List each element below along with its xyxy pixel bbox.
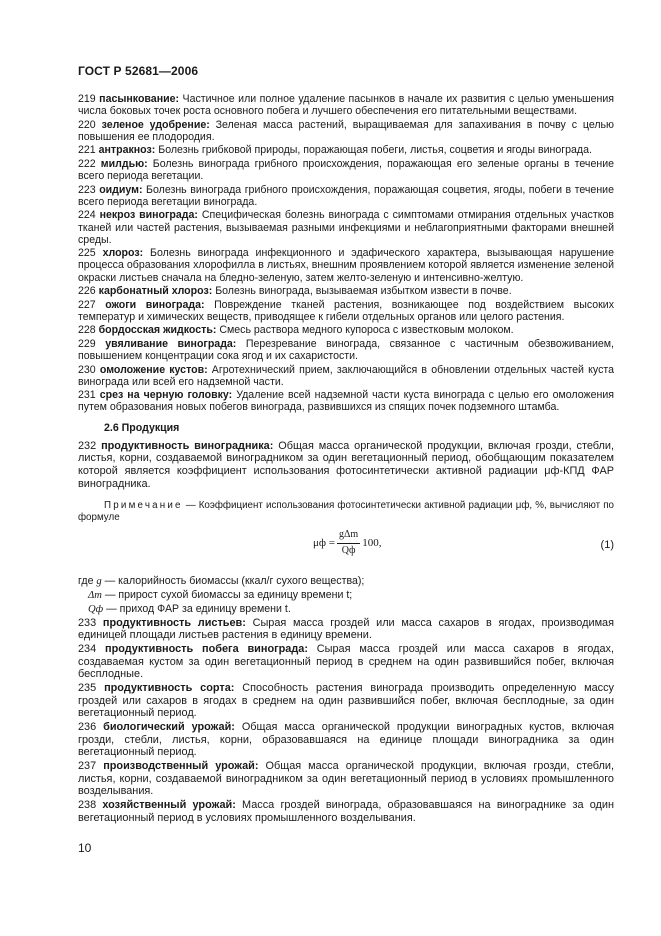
entry-number: 230 [78, 363, 96, 376]
definition-text: — прирост сухой биомассы за единицу времени t; [101, 589, 353, 602]
note-text: — Коэффициент использования фотосинтетически активной радиации μф, %, вычисляют по формуле [78, 500, 614, 523]
entry-definition: Болезнь винограда грибного происхождения, поражающая соцветия, ягоды, побеги в течение всего периода вегетации винограда. [78, 183, 614, 208]
entry-definition: Перезревание винограда, связанное с частичным обезвоживанием, повышением концентрации сока ягод и их сахаристости. [78, 337, 614, 363]
definition-symbol: Δm [88, 590, 102, 602]
term-entry-224 [78, 209, 614, 246]
term-entry-233 [78, 617, 614, 642]
entry-definition: Масса гроздей винограда, образовавшаяся на винограднике за один вегетационный период в условиях промышленного возделывания. [78, 799, 614, 824]
term-entry-229 [78, 338, 614, 362]
term-entry-221 [78, 144, 614, 156]
term-entry-238 [78, 799, 614, 824]
entry-term: биологический урожай: [103, 721, 235, 734]
entry-term: ожоги винограда: [105, 298, 205, 311]
symbol-definitions [78, 575, 614, 616]
definition-text: — приход ФАР за единицу времени t. [103, 602, 291, 615]
entry-term: милдью: [100, 157, 148, 170]
entry-number: 225 [78, 247, 96, 260]
note-label: Примечание [104, 500, 183, 512]
entry-term: продуктивность побега винограда: [105, 643, 308, 655]
entry-term: увяливание винограда: [105, 337, 237, 350]
term-entry-237 [78, 760, 614, 798]
entry-term: оидиум: [99, 183, 143, 196]
entry-number: 227 [78, 298, 96, 311]
entry-number: 232 [78, 439, 97, 452]
entry-term: хлороз: [102, 247, 144, 260]
entry-definition: Смесь раствора медного купороса с известковым молоком. [216, 324, 514, 337]
entry-number: 233 [78, 616, 97, 629]
entry-definition: Сырая масса гроздей или масса сахаров в ягодах, производимая единицей площади листьев растения в единицу времени. [78, 616, 615, 642]
entry-number: 223 [78, 183, 96, 196]
entry-number: 219 [78, 93, 96, 105]
entry-term: производственный урожай: [103, 760, 259, 773]
definition-line [78, 589, 614, 602]
entry-definition: Специфическая болезнь винограда с симптомами отмирания отдельных участков тканей или частей растения, вызываемая разными инфекциями и неблагоприятными факторами внешней среды. [78, 209, 614, 246]
term-entry-226 [78, 285, 614, 297]
entry-definition: Общая масса органической продукции, включая грозди, стебли, листья, корни, создаваемой виноградником за один вегетационный период в условиях промышленного возделывания. [78, 760, 614, 798]
entry-definition: Сырая масса гроздей или масса сахаров в ягодах, создаваемая кустом за один вегетационный период в среднем на один развившийся побег, включая бесплодные. [78, 643, 614, 681]
term-entry-230 [78, 364, 614, 388]
entry-term: некроз винограда: [99, 209, 198, 222]
definition-symbol: g [96, 576, 102, 588]
entry-definition: Повреждение тканей растения, возникающее под воздействием высоких температур и химических веществ, приводящее к гибели отдельных органов или целого растения. [78, 298, 614, 323]
entry-term: продуктивность сорта: [104, 682, 235, 695]
definition-line [78, 603, 614, 616]
definition-symbol: Qф [88, 603, 104, 615]
term-entry-235 [78, 682, 614, 720]
term-entry-236 [78, 721, 614, 759]
formula-suffix: 100, [362, 537, 382, 549]
entry-number: 237 [78, 760, 97, 773]
term-entry-231 [78, 389, 614, 413]
note-paragraph [78, 500, 614, 523]
entry-term: зеленое удобрение: [101, 118, 210, 131]
formula-denominator: Qф [341, 544, 356, 556]
definition-text: — калорийность биомассы (ккал/г сухого вещества); [101, 575, 365, 588]
term-list-b [78, 617, 614, 825]
entry-number: 234 [78, 643, 97, 655]
page-number: 10 [78, 841, 92, 855]
formula-numerator: gΔm [337, 529, 360, 543]
entry-term: хозяйственный урожай: [102, 799, 236, 812]
entry-definition: Частичное или полное удаление пасынков в начале их развития с целью уменьшения числа боковых точек роста основного побега и лучшего обеспечения его питательными веществами. [78, 93, 614, 118]
term-entry-225 [78, 247, 614, 284]
entry-definition: Общая масса органической продукции, включая грозди, стебли, листья, корни, создаваемой виноградником за один вегетационный период, обобщающим показателем которой является коэффициент использования фотосинтетически активной радиации μф-КПД ФАР виноградника. [78, 439, 614, 490]
entry-definition: Способность растения винограда производить определенную массу гроздей или сахаров в ягодах в среднем на один развившийся побег, включая бесплодные, за один вегетационный период. [78, 682, 615, 720]
entry-number: 228 [78, 324, 96, 337]
formula [313, 529, 381, 556]
formula-fraction [337, 529, 360, 556]
entry-definition: Болезнь винограда инфекционного и эдафического характера, вызывающая нарушение процесса образования хлорофилла в листьях, внешним проявлением которой является изменение зеленой окраски листьев сначала на бледно-зеленую, затем желто-зеленую и интенсивно-желтую. [78, 247, 614, 284]
entry-number: 222 [78, 157, 96, 170]
term-list-a [78, 93, 614, 414]
entry-term: бордосская жидкость: [98, 324, 217, 337]
entry-number: 220 [78, 118, 96, 131]
entry-definition: Болезнь грибковой природы, поражающая побеги, листья, соцветия и ягоды винограда. [155, 144, 592, 157]
term-entry-219 [78, 93, 614, 117]
entry-term: антракноз: [98, 144, 156, 157]
entry-term: продуктивность виноградника: [101, 439, 274, 452]
entry-number: 224 [78, 209, 96, 222]
entry-definition: Зеленая масса растений, выращиваемая для запахивания в почву с целью повышения ее плодородия. [78, 118, 614, 143]
entry-term: срез на черную головку: [99, 389, 233, 402]
formula-row [78, 527, 614, 563]
formula-lhs: μф = [313, 537, 335, 549]
entry-term: пасынкование: [99, 93, 180, 105]
entry-term: карбонатный хлороз: [98, 285, 213, 298]
entry-number: 221 [78, 144, 96, 157]
term-entry-223 [78, 184, 614, 208]
formula-number: (1) [600, 539, 614, 552]
entry-definition: Агротехнический прием, заключающийся в обновлении отдельных частей куста винограда или всей его надземной части. [78, 363, 614, 388]
entry-definition: Болезнь винограда грибного происхождения, поражающая его зеленые органы в течение всего периода вегетации. [78, 157, 614, 183]
definition-line: где g — калорийность биомассы (ккал/г сухого вещества); [78, 575, 365, 588]
entry-term: продуктивность листьев: [102, 616, 246, 629]
entry-number: 229 [78, 337, 96, 350]
document-body [78, 93, 614, 826]
term-entry-232 [78, 440, 614, 490]
entry-number: 226 [78, 285, 96, 298]
term-entry-234 [78, 643, 614, 681]
term-entry-228 [78, 324, 614, 336]
section-heading: 2.6 Продукция [104, 421, 180, 434]
entry-number: 236 [78, 721, 97, 734]
entry-term: омоложение кустов: [99, 363, 208, 376]
document-header: ГОСТ Р 52681—2006 [78, 64, 199, 78]
entry-definition: Общая масса органической продукции виноградных кустов, включая грозди, стебли, листья, корни, образовавшаяся на единице площади виноградника за один вегетационный период. [78, 721, 615, 759]
entry-number: 235 [78, 682, 97, 695]
term-entry-222 [78, 158, 614, 182]
entry-number: 238 [78, 799, 97, 812]
entry-definition: Болезнь винограда, вызываемая избытком извести в почве. [212, 285, 512, 298]
term-entry-227 [78, 299, 614, 323]
entry-definition: Удаление всей надземной части куста винограда с целью его омоложения путем образования новых побегов винограда, развившихся из спящих почек подземного штамба. [78, 389, 614, 414]
term-entry-220 [78, 119, 614, 143]
entry-number: 231 [78, 389, 96, 402]
